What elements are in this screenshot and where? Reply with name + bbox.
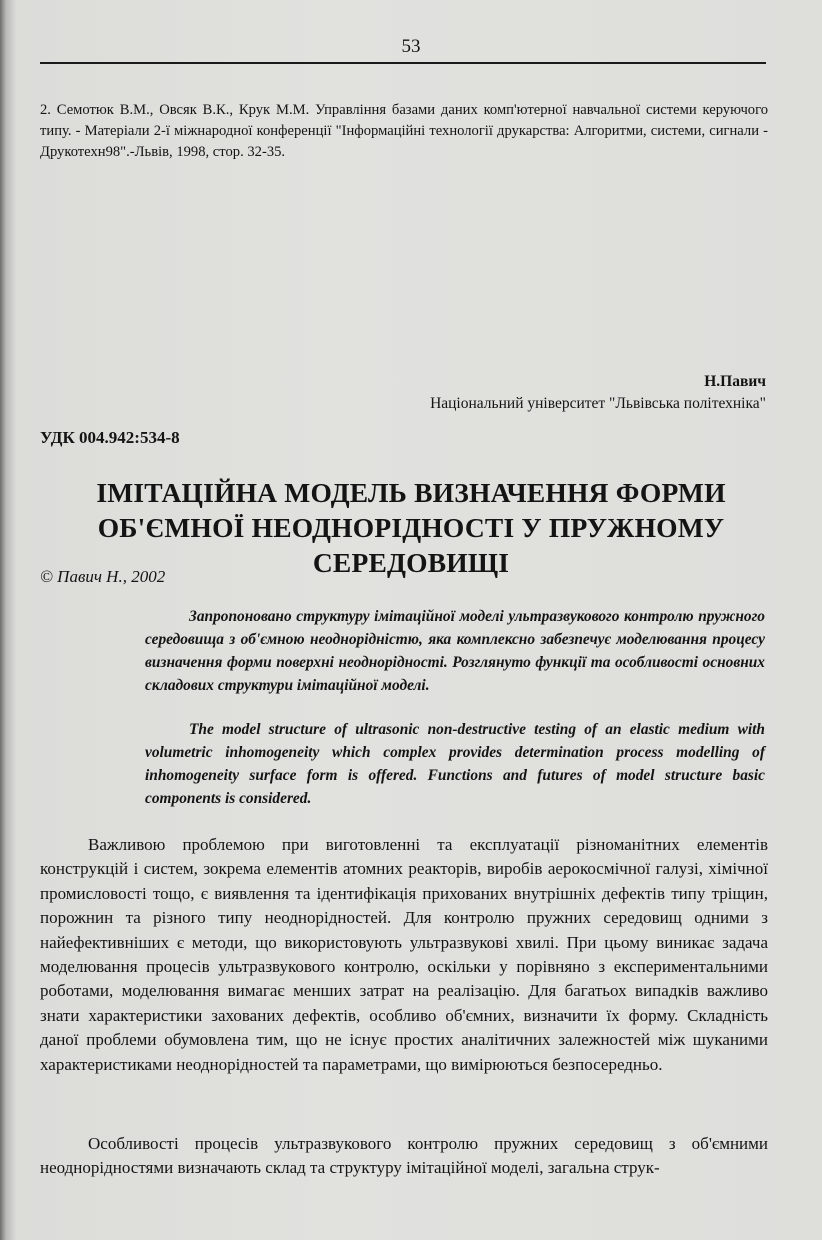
udk-code: УДК 004.942:534-8 (40, 428, 180, 447)
page-number: 53 (401, 36, 421, 57)
header-rule (40, 62, 766, 64)
author-name: Н.Павич (704, 373, 766, 390)
reference-entry: 2. Семотюк В.М., Овсяк В.К., Крук М.М. Управління базами даних комп'ютерної навчальної системи керуючого типу. - Матеріали 2-ї міжнародної конференції "Інформаційні технології друкарства: Алгоритми, системи, сигнали - Друкотехн98".-Львів, 1998, стор. 32-35. (40, 102, 768, 160)
copyright-line: © Павич Н., 2002 (40, 567, 166, 586)
body-paragraph-2: Особливості процесів ультразвукового контролю пружних середовищ з об'ємними неоднорідностями визначають склад та структуру імітаційної моделі, загальна струк- (40, 1134, 768, 1178)
abstract-ukrainian: Запропоновано структуру імітаційної моделі ультразвукового контролю пружного середовища з об'ємною неоднорідністю, яка комплексно забезпечує моделювання процесу визначення форми поверхні неоднорідності. Розглянуто функції та особливості основних складових структури імітаційної моделі. (145, 608, 765, 694)
author-affiliation: Національний університет "Львівська політехніка" (430, 395, 766, 412)
author-block (266, 371, 766, 415)
article-title: ІМІТАЦІЙНА МОДЕЛЬ ВИЗНАЧЕННЯ ФОРМИ ОБ'ЄМНОЇ НЕОДНОРІДНОСТІ У ПРУЖНОМУ СЕРЕДОВИЩІ (96, 477, 726, 578)
body-paragraph-1: Важливою проблемою при виготовленні та експлуатації різноманітних елементів конструкцій і систем, зокрема елементів атомних реакторів, виробів аерокосмічної галузі, хімічної промисловості тощо, є виявлення та ідентифікація прихованих внутрішніх дефектів типу тріщин, порожнин та різного типу неоднорідностей. Для контролю пружних середовищ одними з найефективніших є методи, що використовують ультразвукові хвилі. При цьому виникає задача моделювання процесів ультразвукового контролю, оскільки у порівняно з експериментальними роботами, моделювання вимагає менших затрат на реалізацію. Для багатьох випадків важливо знати характеристики захованих дефектів, особливо об'ємних, визначити їх форму. Складність даної проблеми обумовлена тим, що не існує простих аналітичних залежностей між шуканими характеристиками неоднорідностей та параметрами, що вимірюються безпосередньо. (40, 835, 768, 1074)
abstract-english: The model structure of ultrasonic non-destructive testing of an elastic medium with volumetric inhomogeneity which complex provides determination process modelling of inhomogeneity surface form is offered. Functions and futures of model structure basic components is considered. (145, 721, 765, 807)
